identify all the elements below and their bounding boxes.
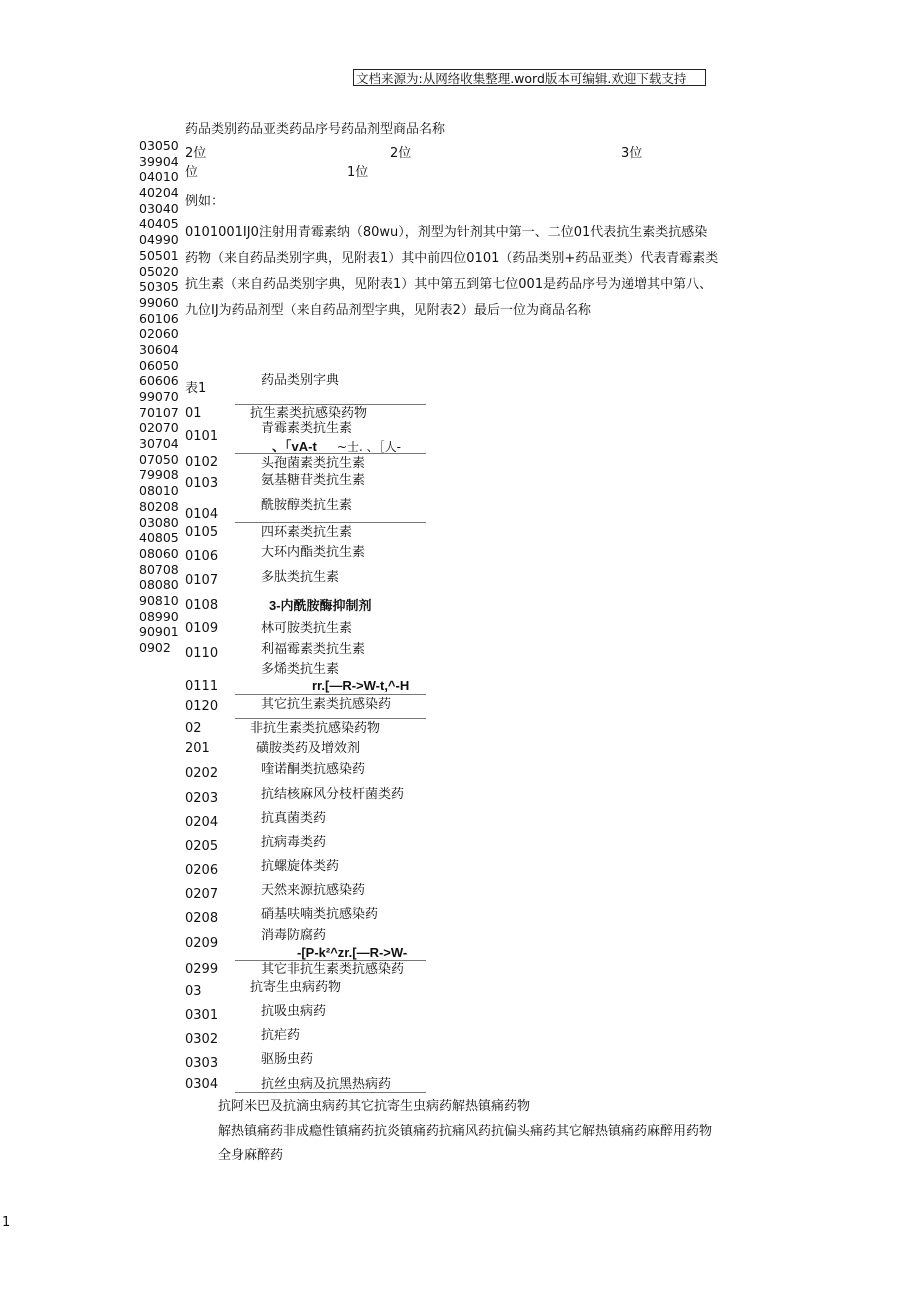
ocr-artifact-text: rr.[—R->W-t,^-H: [312, 678, 410, 693]
table-code: 0202: [185, 766, 219, 781]
table-code: 201: [185, 741, 210, 756]
table-name: 抗丝虫病及抗黑热病药: [261, 1077, 392, 1092]
table-code: 0303: [185, 1056, 219, 1071]
table-rule: [235, 522, 426, 523]
table-rule: [235, 718, 426, 719]
digits-form: 位: [185, 165, 199, 180]
example-line-3: 抗生素（来自药品类别字典，见附表1）其中第五到第七位001是药品序号为递增其中第八、: [185, 277, 713, 292]
table-code: 0204: [185, 815, 219, 830]
table-code: 0208: [185, 911, 219, 926]
table-rule: [235, 1092, 426, 1093]
table-name: 喹诺酮类抗感染药: [261, 762, 366, 777]
table-code: 0103: [185, 476, 219, 491]
left-code: 07050: [139, 451, 179, 467]
table-rule: [235, 453, 426, 454]
ocr-artifact-text: -[P-k²^zr.[—R->W-: [297, 945, 408, 960]
table-code: 0205: [185, 839, 219, 854]
table-name: 头孢菌素类抗生素: [261, 456, 366, 471]
example-line-4: 九位IJ为药品剂型（来自药品剂型字典，见附表2）最后一位为商品名称: [185, 303, 591, 318]
table-name: 3-内酰胺酶抑制剂: [269, 598, 372, 613]
tail-line-2: 解热镇痛药非成瘾性镇痛药抗炎镇痛药抗痛风药抗偏头痛药其它解热镇痛药麻醉用药物: [218, 1124, 713, 1139]
left-code: 50305: [139, 279, 179, 295]
table-name: 酰胺醇类抗生素: [261, 498, 353, 513]
table-code: 01: [185, 406, 202, 421]
ocr-artifact-text: ~士. 、［人-: [337, 440, 402, 454]
table-name: 磺胺类药及增效剂: [256, 741, 361, 756]
digits-category: 2位: [185, 146, 207, 161]
left-code: 08080: [139, 577, 179, 593]
table-name: 非抗生素类抗感染药物: [250, 721, 381, 736]
table-name: 抗结核麻风分枝杆菌类药: [261, 787, 405, 802]
table-name: 其它抗生素类抗感染药: [261, 697, 392, 712]
left-code: 90901: [139, 624, 179, 640]
left-code: 03040: [139, 200, 179, 216]
left-code: 08990: [139, 608, 179, 624]
left-code: 70107: [139, 404, 179, 420]
structure-title: 药品类别药品亚类药品序号药品剂型商品名称: [185, 122, 446, 137]
left-code: 39904: [139, 153, 179, 169]
digits-product: 1位: [347, 165, 369, 180]
left-code: 99070: [139, 389, 179, 404]
digits-subcategory: 2位: [390, 146, 412, 161]
table-code: 0304: [185, 1077, 219, 1092]
tail-line-3: 全身麻醉药: [218, 1148, 284, 1163]
table-name: 驱肠虫药: [261, 1052, 314, 1067]
table-rule: [235, 404, 426, 405]
left-code: 03050: [139, 138, 179, 153]
left-code: 05020: [139, 263, 179, 279]
table-name: 青霉素类抗生素: [261, 421, 353, 436]
left-code-column: [139, 138, 179, 656]
left-code: 80708: [139, 561, 179, 577]
table-name: 硝基呋喃类抗感染药: [261, 907, 379, 922]
left-code: 79908: [139, 467, 179, 483]
table-name: 其它非抗生素类抗感染药: [261, 962, 405, 977]
tail-line-1: 抗阿米巴及抗滴虫病药其它抗寄生虫病药解热镇痛药物: [218, 1099, 531, 1114]
table-label: 表1: [185, 381, 207, 396]
table-code: 0207: [185, 887, 219, 902]
table-code: 0102: [185, 455, 219, 470]
table-name: 抗寄生虫病药物: [250, 980, 342, 995]
left-code: 30704: [139, 436, 179, 452]
table-name: 林可胺类抗生素: [261, 621, 353, 636]
digits-sequence: 3位: [621, 146, 643, 161]
page-number: 1: [2, 1215, 11, 1230]
table-name: 消毒防腐药: [261, 928, 327, 943]
left-code: 60606: [139, 373, 179, 389]
table-name: 抗疟药: [261, 1028, 301, 1043]
table-name: 抗螺旋体类药: [261, 859, 340, 874]
table-code: 0104: [185, 507, 219, 522]
left-code: 40204: [139, 185, 179, 201]
left-code: 40805: [139, 530, 179, 546]
table-name: 四环素类抗生素: [261, 525, 353, 540]
left-code: 04010: [139, 169, 179, 185]
table-name: 天然来源抗感染药: [261, 883, 366, 898]
left-code: 02070: [139, 420, 179, 436]
ocr-artifact-text: 、「vA-t: [272, 439, 317, 454]
table-code: 0111: [185, 679, 219, 694]
left-code: 40405: [139, 216, 179, 232]
left-code: 99060: [139, 294, 179, 310]
table-code: 0206: [185, 863, 219, 878]
example-line-2: 药物（来自药品类别字典，见附表1）其中前四位0101（药品类别+药品亚类）代表青霉素类: [185, 251, 719, 266]
left-code: 08010: [139, 483, 179, 499]
example-line-1: 0101001IJ0注射用青霉素纳（80wu），剂型为针剂其中第一、二位01代表抗生素类抗感染: [185, 225, 708, 240]
table-name: 抗生素类抗感染药物: [250, 406, 368, 421]
left-code: 04990: [139, 232, 179, 248]
table-name: 抗真菌类药: [261, 811, 327, 826]
source-note: 文档来源为:从网络收集整理.word版本可编辑.欢迎下载支持: [353, 69, 706, 86]
table-code: 0110: [185, 646, 219, 661]
table-rule: [235, 694, 426, 695]
left-code: 60106: [139, 310, 179, 326]
table-rule: [235, 960, 426, 961]
table-code: 0106: [185, 549, 219, 564]
table-name: 利福霉素类抗生素: [261, 642, 366, 657]
left-code: 50501: [139, 247, 179, 263]
left-code: 02060: [139, 326, 179, 342]
left-code: 06050: [139, 357, 179, 373]
table-code: 0107: [185, 573, 219, 588]
table-name: 多烯类抗生素: [261, 662, 340, 677]
table-code: 0109: [185, 621, 219, 636]
table-code: 0101: [185, 429, 219, 444]
left-code: 08060: [139, 545, 179, 561]
table-code: 0301: [185, 1008, 219, 1023]
left-code: 90810: [139, 592, 179, 608]
table-name: 多肽类抗生素: [261, 570, 340, 585]
example-label: 例如：: [185, 194, 225, 209]
table-code: 0209: [185, 936, 219, 951]
table-name: 抗病毒类药: [261, 835, 327, 850]
table-code: 0105: [185, 525, 219, 540]
table-title: 药品类别字典: [261, 373, 340, 388]
left-code: 80208: [139, 498, 179, 514]
table-name: 氨基糖苷类抗生素: [261, 473, 366, 488]
table-name: 抗吸虫病药: [261, 1004, 327, 1019]
table-code: 03: [185, 984, 202, 999]
table-code: 0302: [185, 1032, 219, 1047]
table-name: 大环内酯类抗生素: [261, 545, 366, 560]
left-code: 30604: [139, 341, 179, 357]
table-code: 0299: [185, 962, 219, 977]
table-code: 0120: [185, 699, 219, 714]
left-code: 0902: [139, 640, 171, 655]
left-code: 03080: [139, 514, 179, 530]
table-code: 0108: [185, 598, 219, 613]
table-code: 02: [185, 721, 202, 736]
table-code: 0203: [185, 791, 219, 806]
